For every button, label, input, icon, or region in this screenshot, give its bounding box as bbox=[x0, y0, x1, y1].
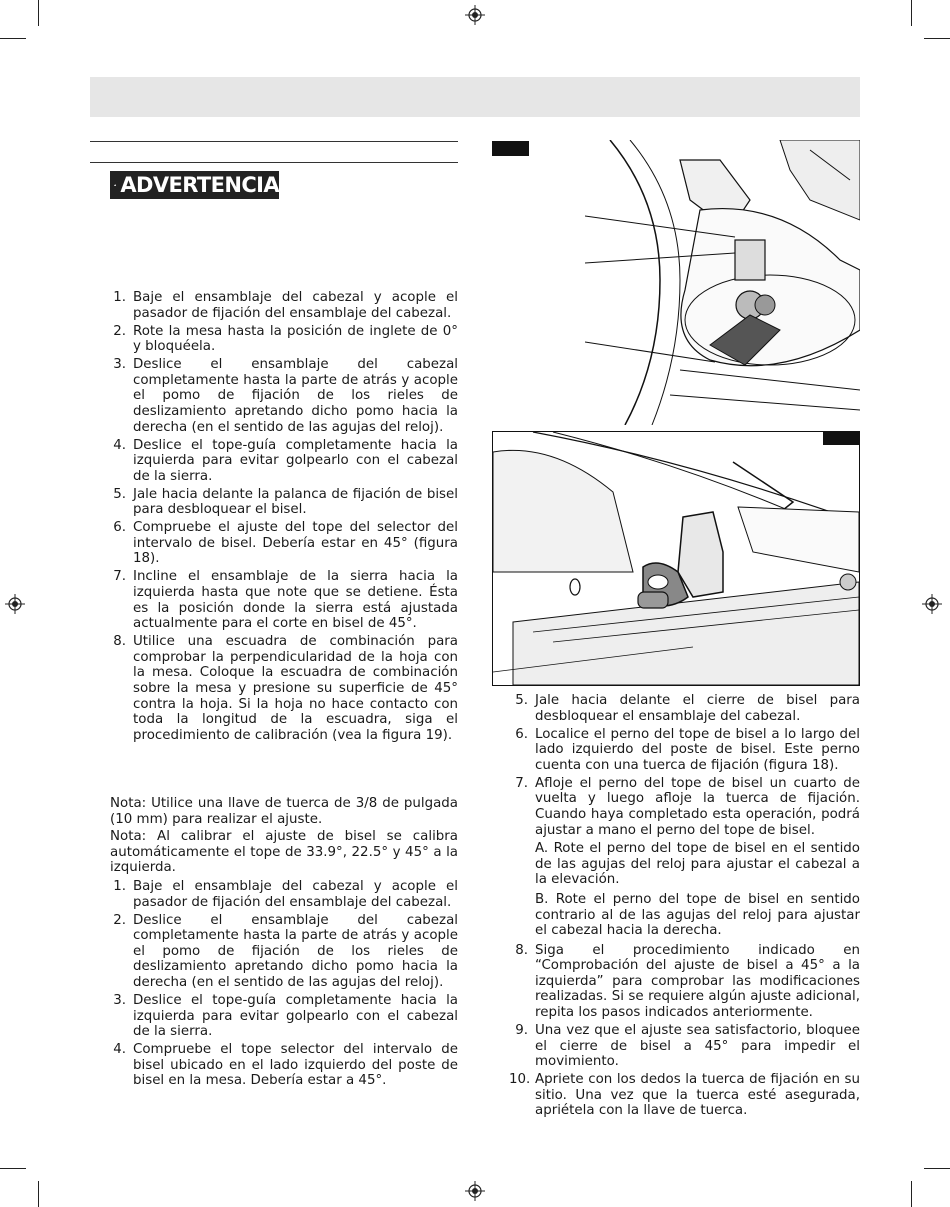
crop-mark bbox=[911, 0, 912, 26]
sub-step-b: B. Rote el perno del tope de bisel en sentido contrario al de las agujas del reloj para ajustar el cabezal hacia la derecha. bbox=[535, 891, 860, 939]
list-item: 2. Rote la mesa hasta la posición de inglete de 0° y bloquéela. bbox=[113, 323, 458, 355]
crop-mark bbox=[924, 1168, 950, 1169]
warning-triangle-icon bbox=[114, 175, 116, 195]
list-item: 2. Deslice el ensamblaje del cabezal completamente hasta la parte de atrás y acople el pomo de fijación de los rieles de deslizamiento apretando dicho pomo hacia la derecha (en el sentido de las agujas del reloj). bbox=[113, 912, 458, 990]
list-item: 5. Jale hacia delante el cierre de bisel para desbloquear el ensamblaje del cabezal. bbox=[515, 693, 860, 724]
list-item: 4. Compruebe el tope selector del intervalo de bisel ubicado en el lado izquierdo del poste de bisel en la mesa. Debería estar a 45°. bbox=[113, 1042, 458, 1089]
crop-mark bbox=[38, 1181, 39, 1207]
note-calibration: Nota: Al calibrar el ajuste de bisel se calibra automáticamente el tope de 33.9°, 22.5° y 45° a la izquierda. bbox=[110, 829, 458, 876]
section-rule bbox=[90, 162, 458, 163]
check-steps-list bbox=[110, 290, 458, 746]
figure-label bbox=[492, 141, 529, 156]
list-item: 3. Deslice el tope-guía completamente hacia la izquierda para evitar golpearlo con el cabezal de la sierra. bbox=[113, 992, 458, 1040]
crop-mark bbox=[38, 0, 39, 26]
list-item: 3. Deslice el ensamblaje del cabezal completamente hasta la parte de atrás y acople el pomo de fijación de los rieles de deslizamiento apretando dicho pomo hacia la derecha (en el sentido de las agujas del reloj). bbox=[113, 357, 458, 435]
list-item: 1. Baje el ensamblaje del cabezal y acople el pasador de fijación del ensamblaje del cabezal. bbox=[113, 290, 458, 321]
list-item: 6. Localice el perno del tope de bisel a lo largo del lado izquierdo del poste de bisel. Este perno cuenta con una tuerca de fijación (figura 18). bbox=[515, 726, 860, 773]
list-item: 1. Baje el ensamblaje del cabezal y acople el pasador de fijación del ensamblaje del cabezal. bbox=[113, 879, 458, 910]
callout-lines bbox=[585, 210, 745, 370]
warning-text: ADVERTENCIA bbox=[120, 173, 279, 197]
list-item: 7. Afloje el perno del tope de bisel un cuarto de vuelta y luego afloje la tuerca de fijación. Cuando haya completado esta operación, podrá ajustar a mano el perno del tope de bisel. A. Rote el perno del tope de bisel en el sentido de las agujas del reloj para ajustar el cabezal a la elevación. B. Rote el perno del tope de bisel en sentido contrario al de las agujas del reloj para ajustar el cabezal hacia la derecha. bbox=[515, 775, 860, 939]
crop-mark bbox=[0, 38, 26, 39]
registration-mark-icon bbox=[5, 594, 25, 614]
list-item: 6. Compruebe el ajuste del tope del selector del intervalo de bisel. Debería estar en 45° (figura 18). bbox=[113, 520, 458, 567]
crop-mark bbox=[911, 1181, 912, 1207]
list-item: 8. Utilice una escuadra de combinación para comprobar la perpendicularidad de la hoja con la mesa. Coloque la escuadra de combinación sobre la mesa y presione su superficie de 45° contra la hoja. Si la hoja no hace contacto con toda la longitud de la escuadra, siga el procedimiento de calibración (vea la figura 19). bbox=[113, 634, 458, 743]
crop-mark bbox=[924, 38, 950, 39]
registration-mark-icon bbox=[465, 1181, 485, 1201]
registration-mark-icon bbox=[465, 5, 485, 25]
list-item: 4. Deslice el tope-guía completamente hacia la izquierda para evitar golpearlo con el cabezal de la sierra. bbox=[113, 437, 458, 484]
right-steps-list bbox=[509, 693, 860, 1121]
list-item: 8. Siga el procedimiento indicado en “Comprobación del ajuste de bisel a 45° a la izquierda” para comprobar las modificaciones realizadas. Si se requiere algún ajuste adicional, repita los pasos indicados anteriormente. bbox=[515, 942, 860, 1021]
section-rule bbox=[90, 141, 458, 142]
figure-bevel-stop-selector bbox=[492, 431, 860, 686]
registration-mark-icon bbox=[922, 594, 942, 614]
crop-mark bbox=[0, 1168, 26, 1169]
list-item: 10. Apriete con los dedos la tuerca de fijación en su sitio. Una vez que la tuerca esté asegurada, apriétela con la llave de tuerca. bbox=[509, 1072, 860, 1119]
list-item: 9. Una vez que el ajuste sea satisfactorio, bloquee el cierre de bisel a 45° para impedir el movimiento. bbox=[515, 1023, 860, 1070]
list-item: 7. Incline el ensamblaje de la sierra hacia la izquierda hasta que note que se detiene. Ésta es la posición donde la sierra está ajustada actualmente para el corte en bisel de 45°. bbox=[113, 569, 458, 632]
list-item: 5. Jale hacia delante la palanca de fijación de bisel para desbloquear el bisel. bbox=[113, 486, 458, 518]
sub-step-a: A. Rote el perno del tope de bisel en el sentido de las agujas del reloj para ajustar el cabezal a la elevación. bbox=[535, 841, 860, 888]
header-band bbox=[90, 77, 860, 117]
warning-label bbox=[110, 171, 279, 199]
note-wrench: Nota: Utilice una llave de tuerca de 3/8 de pulgada (10 mm) para realizar el ajuste. bbox=[110, 796, 458, 827]
adjust-steps-list bbox=[110, 879, 458, 1091]
bevel-stop-selector-illustration-icon bbox=[493, 432, 859, 685]
